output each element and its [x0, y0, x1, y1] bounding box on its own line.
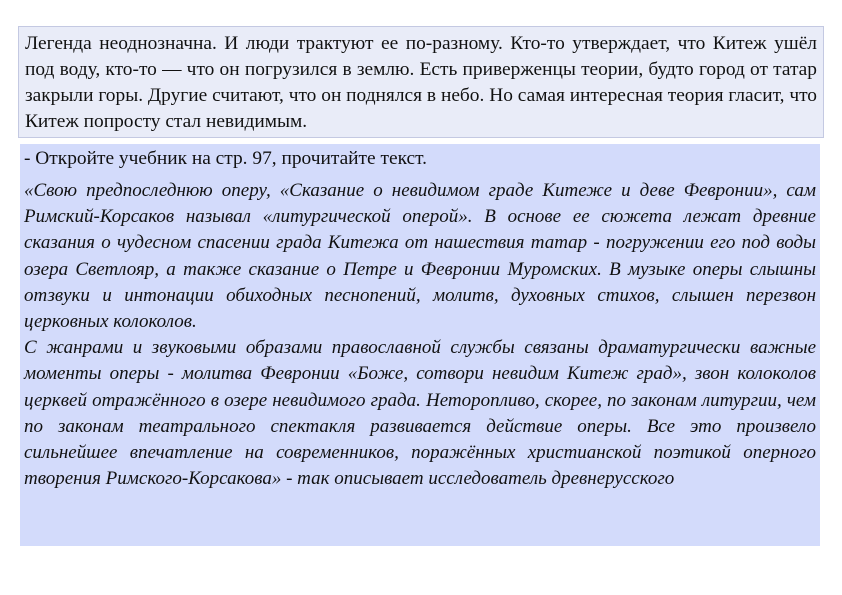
instruction-line: - Откройте учебник на стр. 97, прочитайте текст.	[24, 148, 427, 169]
legend-text-box	[18, 26, 824, 138]
quote-paragraph-1: «Свою предпоследнюю оперу, «Сказание о невидимом граде Китеже и деве Февронии», сам Римский-Корсаков называл «литургической оперой». В основе ее сюжета лежат древние сказания о чудесном спасении града Китежа от нашествия татар - погружении его под воды озера Светлояр, а также сказание о Петре и Февронии Муромских. В музыке оперы слышны отзвуки и интонации обиходных песнопений, молитв, духовных стихов, слышен перезвон церковных колоколов.	[24, 180, 816, 333]
legend-paragraph: Легенда неоднозначна. И люди трактуют ее по-разному. Кто-то утверждает, что Китеж ушёл под воду, кто-то — что он погрузился в землю. Есть приверженцы теории, будто город от татар закрыли горы. Другие считают, что он поднялся в небо. Но самая интересная теория гласит, что Китеж попросту стал невидимым.	[25, 33, 817, 132]
textbook-text-box	[20, 144, 820, 546]
quote-paragraph-2: С жанрами и звуковыми образами православной службы связаны драматургически важные моменты оперы - молитва Февронии «Боже, сотвори невидим Китеж град», звон колоколов церквей отражённого в озере невидимого града. Неторопливо, скорее, по законам литургии, чем по законам театрального спектакля развивается действие оперы. Все это произвело сильнейшее впечатление на современников, поражённых христианской поэтикой оперного творения Римского-Корсакова» - так описывает исследователь древнерусского	[24, 337, 816, 490]
